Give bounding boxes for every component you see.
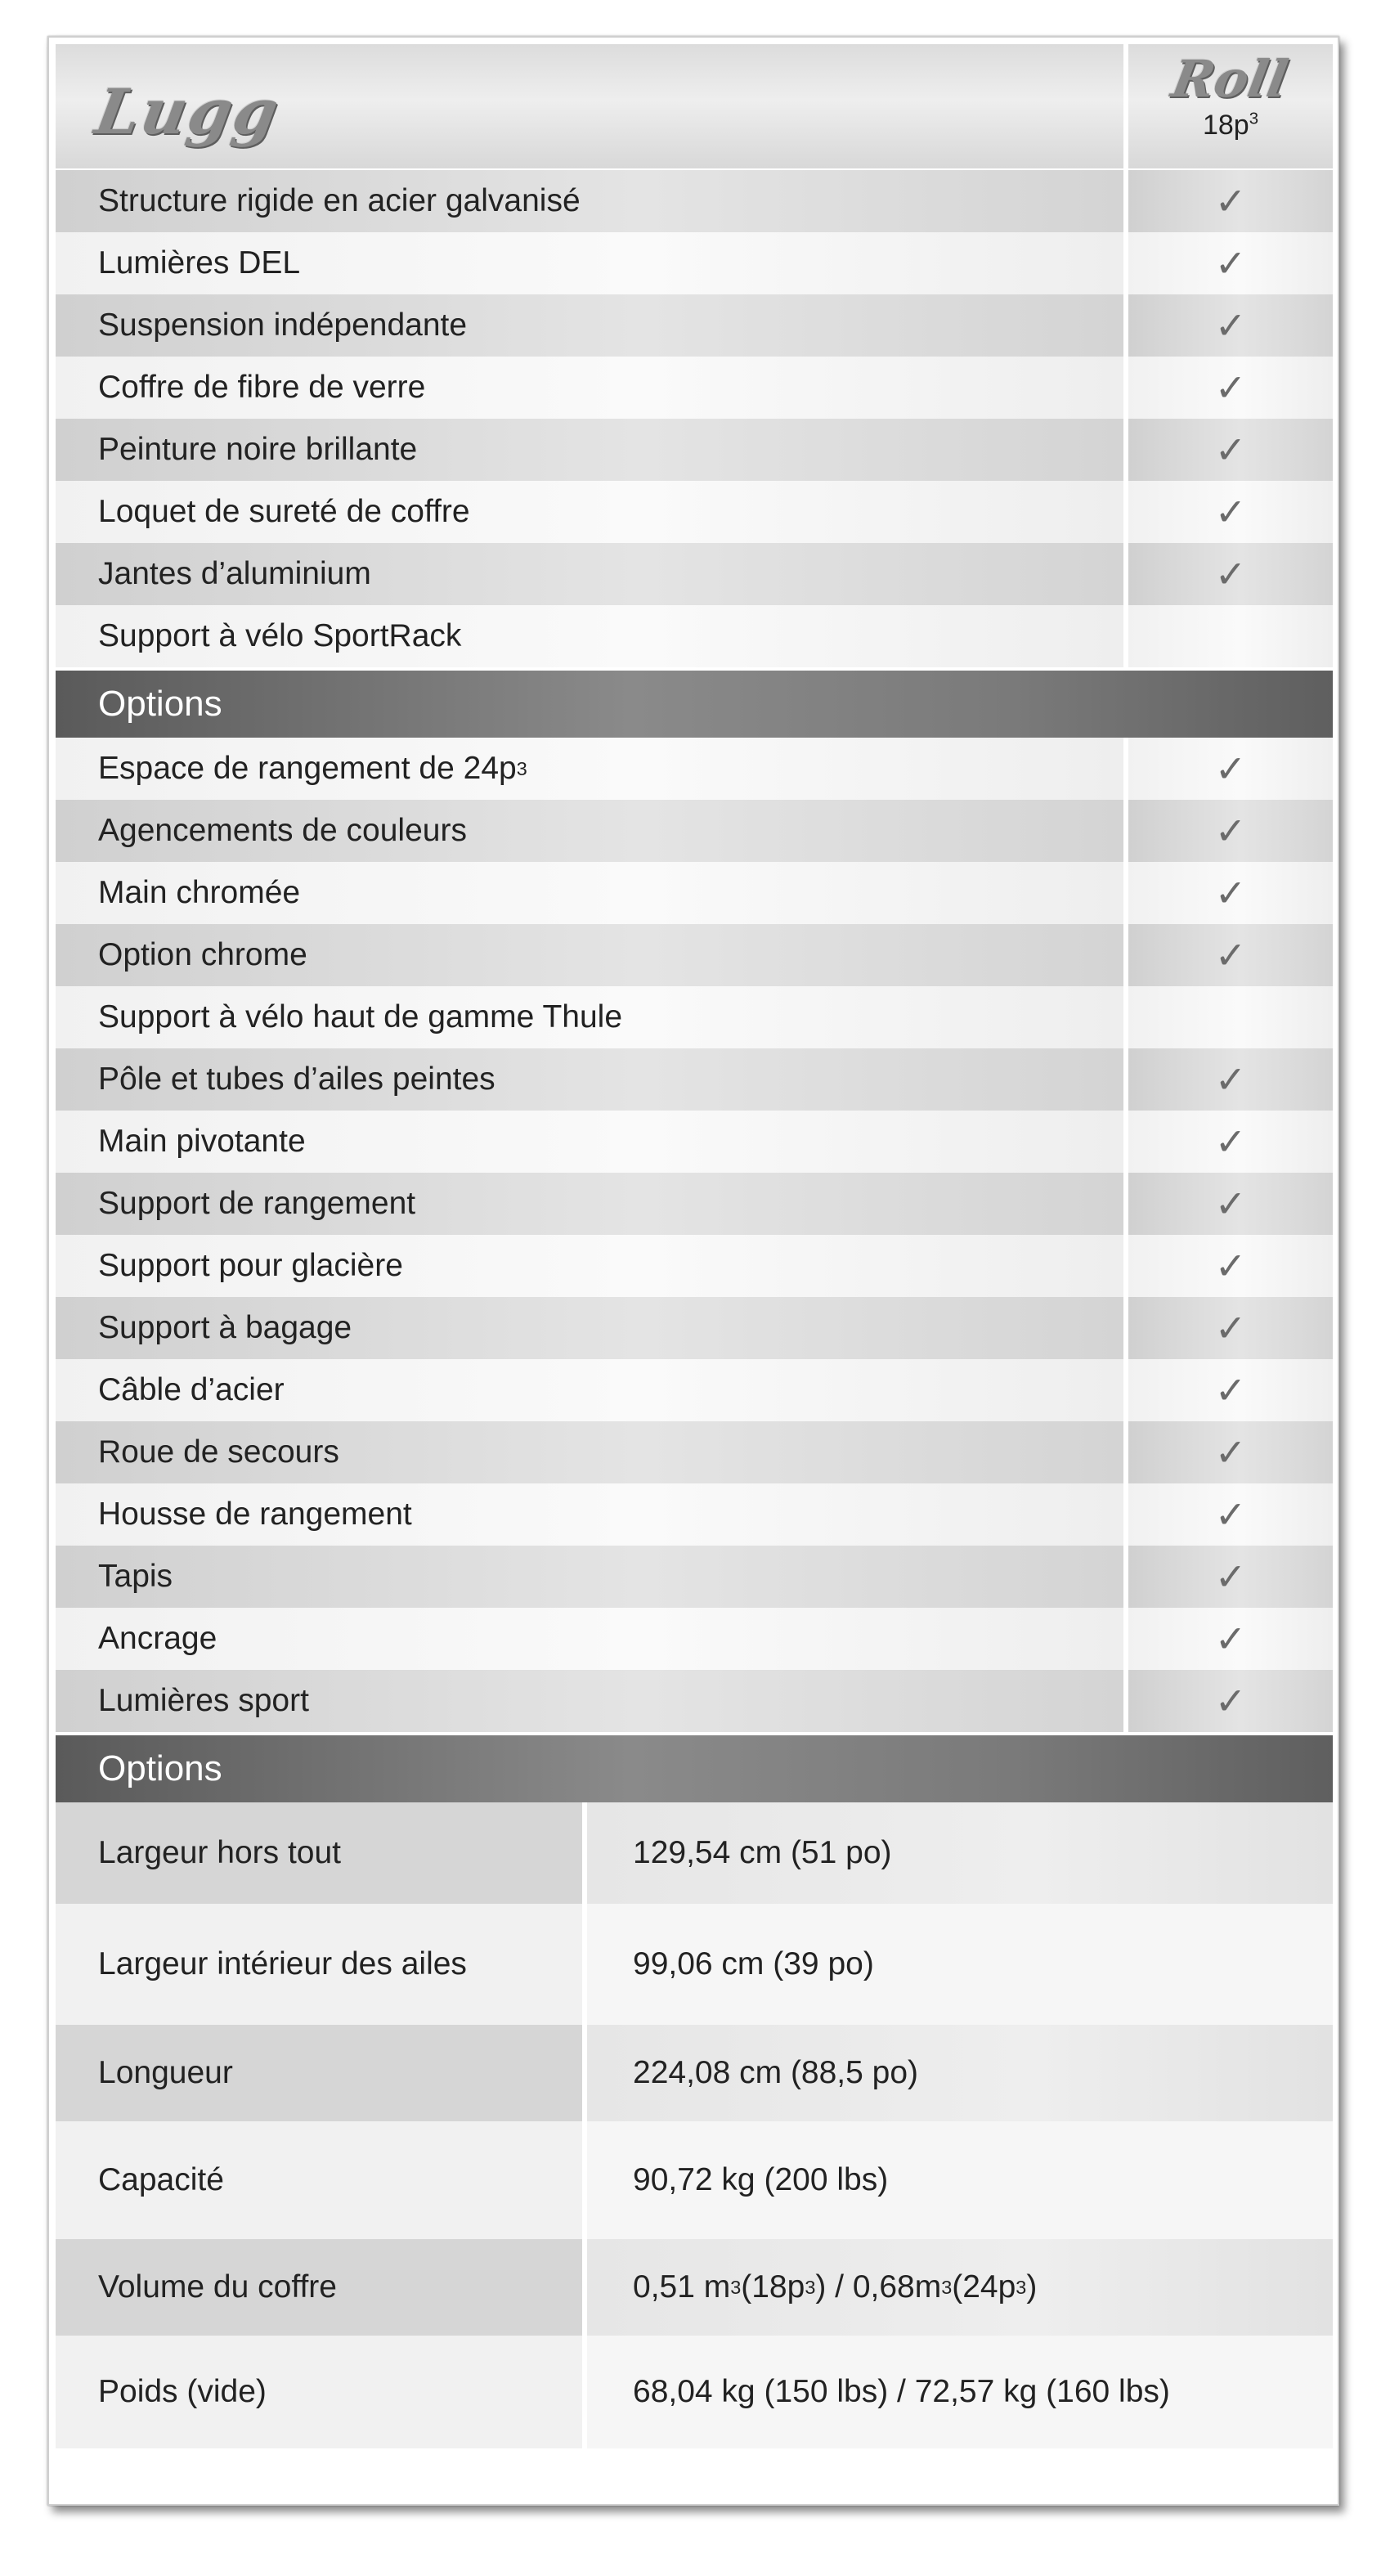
checkmark-icon: ✓ — [1128, 481, 1333, 543]
spec-value: 129,54 cm (51 po) — [587, 1802, 1333, 1904]
table-header — [56, 44, 1333, 168]
feature-label — [56, 862, 1123, 924]
feature-label — [56, 1421, 1123, 1483]
list-item — [56, 986, 1333, 1048]
value-text: ) — [1026, 2269, 1038, 2304]
spec-value: 224,08 cm (88,5 po) — [587, 2025, 1333, 2121]
features-list — [56, 170, 1333, 667]
feature-text: Ancrage — [98, 1621, 217, 1656]
feature-label — [56, 232, 1123, 294]
spec-label: Poids (vide) — [56, 2336, 582, 2448]
feature-text: Espace de rangement de 24p — [98, 751, 517, 786]
list-item — [56, 862, 1333, 924]
feature-label — [56, 605, 1123, 667]
list-item — [56, 1359, 1333, 1421]
checkmark-icon: ✓ — [1128, 294, 1333, 357]
checkmark-icon: ✓ — [1128, 543, 1333, 605]
checkmark-icon: ✓ — [1128, 1608, 1333, 1670]
feature-label — [56, 1297, 1123, 1359]
checkmark-icon: ✓ — [1128, 1297, 1333, 1359]
list-item — [56, 1235, 1333, 1297]
feature-label — [56, 419, 1123, 481]
feature-label — [56, 986, 1123, 1048]
checkmark-icon: ✓ — [1128, 1546, 1333, 1608]
checkmark-icon: ✓ — [1128, 1048, 1333, 1111]
feature-text: Suspension indépendante — [98, 307, 468, 343]
list-item — [56, 419, 1333, 481]
spec-label: Longueur — [56, 2025, 582, 2121]
list-item — [56, 738, 1333, 800]
feature-label — [56, 1359, 1123, 1421]
feature-text: Support à bagage — [98, 1310, 352, 1345]
value-text: 0,51 m — [633, 2269, 731, 2304]
feature-label — [56, 800, 1123, 862]
feature-text: Structure rigide en acier galvanisé — [98, 183, 581, 218]
feature-text: Lumières DEL — [98, 245, 301, 280]
feature-label — [56, 1048, 1123, 1111]
specs-section-header: Options — [56, 1735, 1333, 1802]
feature-text: Lumières sport — [98, 1683, 309, 1718]
feature-label — [56, 1111, 1123, 1173]
spec-value: 68,04 kg (150 lbs) / 72,57 kg (160 lbs) — [587, 2336, 1333, 2448]
spec-value: 90,72 kg (200 lbs) — [587, 2121, 1333, 2239]
feature-text: Support pour glacière — [98, 1248, 403, 1283]
empty-check-cell — [1128, 986, 1333, 1048]
list-item — [56, 1111, 1333, 1173]
feature-text: Agencements de couleurs — [98, 813, 467, 848]
feature-label — [56, 1483, 1123, 1546]
value-text: (24p — [952, 2269, 1016, 2304]
list-item — [56, 294, 1333, 357]
value-text: ) / 0,68m — [815, 2269, 942, 2304]
feature-text: Support de rangement — [98, 1186, 416, 1221]
list-item — [56, 1608, 1333, 1670]
feature-label — [56, 543, 1123, 605]
list-item — [56, 1670, 1333, 1732]
list-item — [56, 170, 1333, 232]
model-logo: Roll — [1167, 49, 1293, 109]
checkmark-icon: ✓ — [1128, 1421, 1333, 1483]
list-item — [56, 543, 1333, 605]
table-row — [56, 1802, 1333, 1904]
feature-text: Coffre de fibre de verre — [98, 370, 426, 405]
feature-label — [56, 1173, 1123, 1235]
checkmark-icon: ✓ — [1128, 232, 1333, 294]
spec-sheet-card — [47, 36, 1339, 2506]
checkmark-icon: ✓ — [1128, 924, 1333, 986]
checkmark-icon: ✓ — [1128, 800, 1333, 862]
list-item — [56, 605, 1333, 667]
table-row — [56, 1904, 1333, 2025]
brand-logo: Lugg — [90, 75, 285, 148]
list-item — [56, 357, 1333, 419]
feature-label — [56, 1235, 1123, 1297]
checkmark-icon: ✓ — [1128, 170, 1333, 232]
feature-label — [56, 1608, 1123, 1670]
options-section-header: Options — [56, 671, 1333, 738]
feature-text: Support à vélo SportRack — [98, 618, 462, 653]
spec-value: 99,06 cm (39 po) — [587, 1904, 1333, 2025]
feature-text: Support à vélo haut de gamme Thule — [98, 999, 623, 1034]
list-item — [56, 1048, 1333, 1111]
specs-list — [56, 1802, 1333, 2448]
checkmark-icon: ✓ — [1128, 862, 1333, 924]
list-item — [56, 924, 1333, 986]
table-row — [56, 2025, 1333, 2121]
options-list — [56, 738, 1333, 1732]
empty-check-cell — [1128, 605, 1333, 667]
feature-text: Roue de secours — [98, 1434, 339, 1470]
feature-label — [56, 170, 1123, 232]
spec-label: Volume du coffre — [56, 2239, 582, 2336]
brand-cell — [56, 44, 1123, 168]
model-size: $18p^3$ — [1202, 110, 1259, 141]
feature-text: Main pivotante — [98, 1124, 306, 1159]
checkmark-icon: ✓ — [1128, 1173, 1333, 1235]
value-text: (18p — [741, 2269, 805, 2304]
feature-label — [56, 294, 1123, 357]
spec-label: Capacité — [56, 2121, 582, 2239]
list-item — [56, 1546, 1333, 1608]
feature-text: Loquet de sureté de coffre — [98, 494, 470, 529]
checkmark-icon: ✓ — [1128, 1235, 1333, 1297]
list-item — [56, 1421, 1333, 1483]
checkmark-icon: ✓ — [1128, 357, 1333, 419]
feature-label — [56, 357, 1123, 419]
model-cell — [1128, 44, 1333, 168]
table-row — [56, 2336, 1333, 2448]
feature-label — [56, 1670, 1123, 1732]
checkmark-icon: ✓ — [1128, 1670, 1333, 1732]
list-item — [56, 1297, 1333, 1359]
list-item — [56, 800, 1333, 862]
list-item — [56, 481, 1333, 543]
feature-text: Pôle et tubes d’ailes peintes — [98, 1061, 495, 1097]
list-item — [56, 1483, 1333, 1546]
feature-label — [56, 481, 1123, 543]
list-item — [56, 1173, 1333, 1235]
spec-table — [56, 44, 1333, 2448]
feature-label — [56, 924, 1123, 986]
checkmark-icon: ✓ — [1128, 1359, 1333, 1421]
feature-text: Housse de rangement — [98, 1497, 412, 1532]
checkmark-icon: ✓ — [1128, 1483, 1333, 1546]
checkmark-icon: ✓ — [1128, 419, 1333, 481]
feature-text: Câble d’acier — [98, 1372, 285, 1407]
table-row — [56, 2239, 1333, 2336]
spec-label: Largeur intérieur des ailes — [56, 1904, 582, 2025]
feature-label: Espace de rangement de 24p 3 — [56, 738, 1123, 800]
spec-label: Largeur hors tout — [56, 1802, 582, 1904]
feature-text: Jantes d’aluminium — [98, 556, 371, 591]
list-item — [56, 232, 1333, 294]
checkmark-icon: ✓ — [1128, 1111, 1333, 1173]
feature-text: Peinture noire brillante — [98, 432, 418, 467]
feature-text: Main chromée — [98, 875, 301, 910]
spec-value: 0,51 m 3 (18p 3 ) / 0,68m 3 (24p 3 ) — [587, 2239, 1333, 2336]
feature-text: Option chrome — [98, 937, 307, 972]
feature-text: Tapis — [98, 1559, 173, 1594]
table-row — [56, 2121, 1333, 2239]
checkmark-icon: ✓ — [1128, 738, 1333, 800]
feature-label — [56, 1546, 1123, 1608]
